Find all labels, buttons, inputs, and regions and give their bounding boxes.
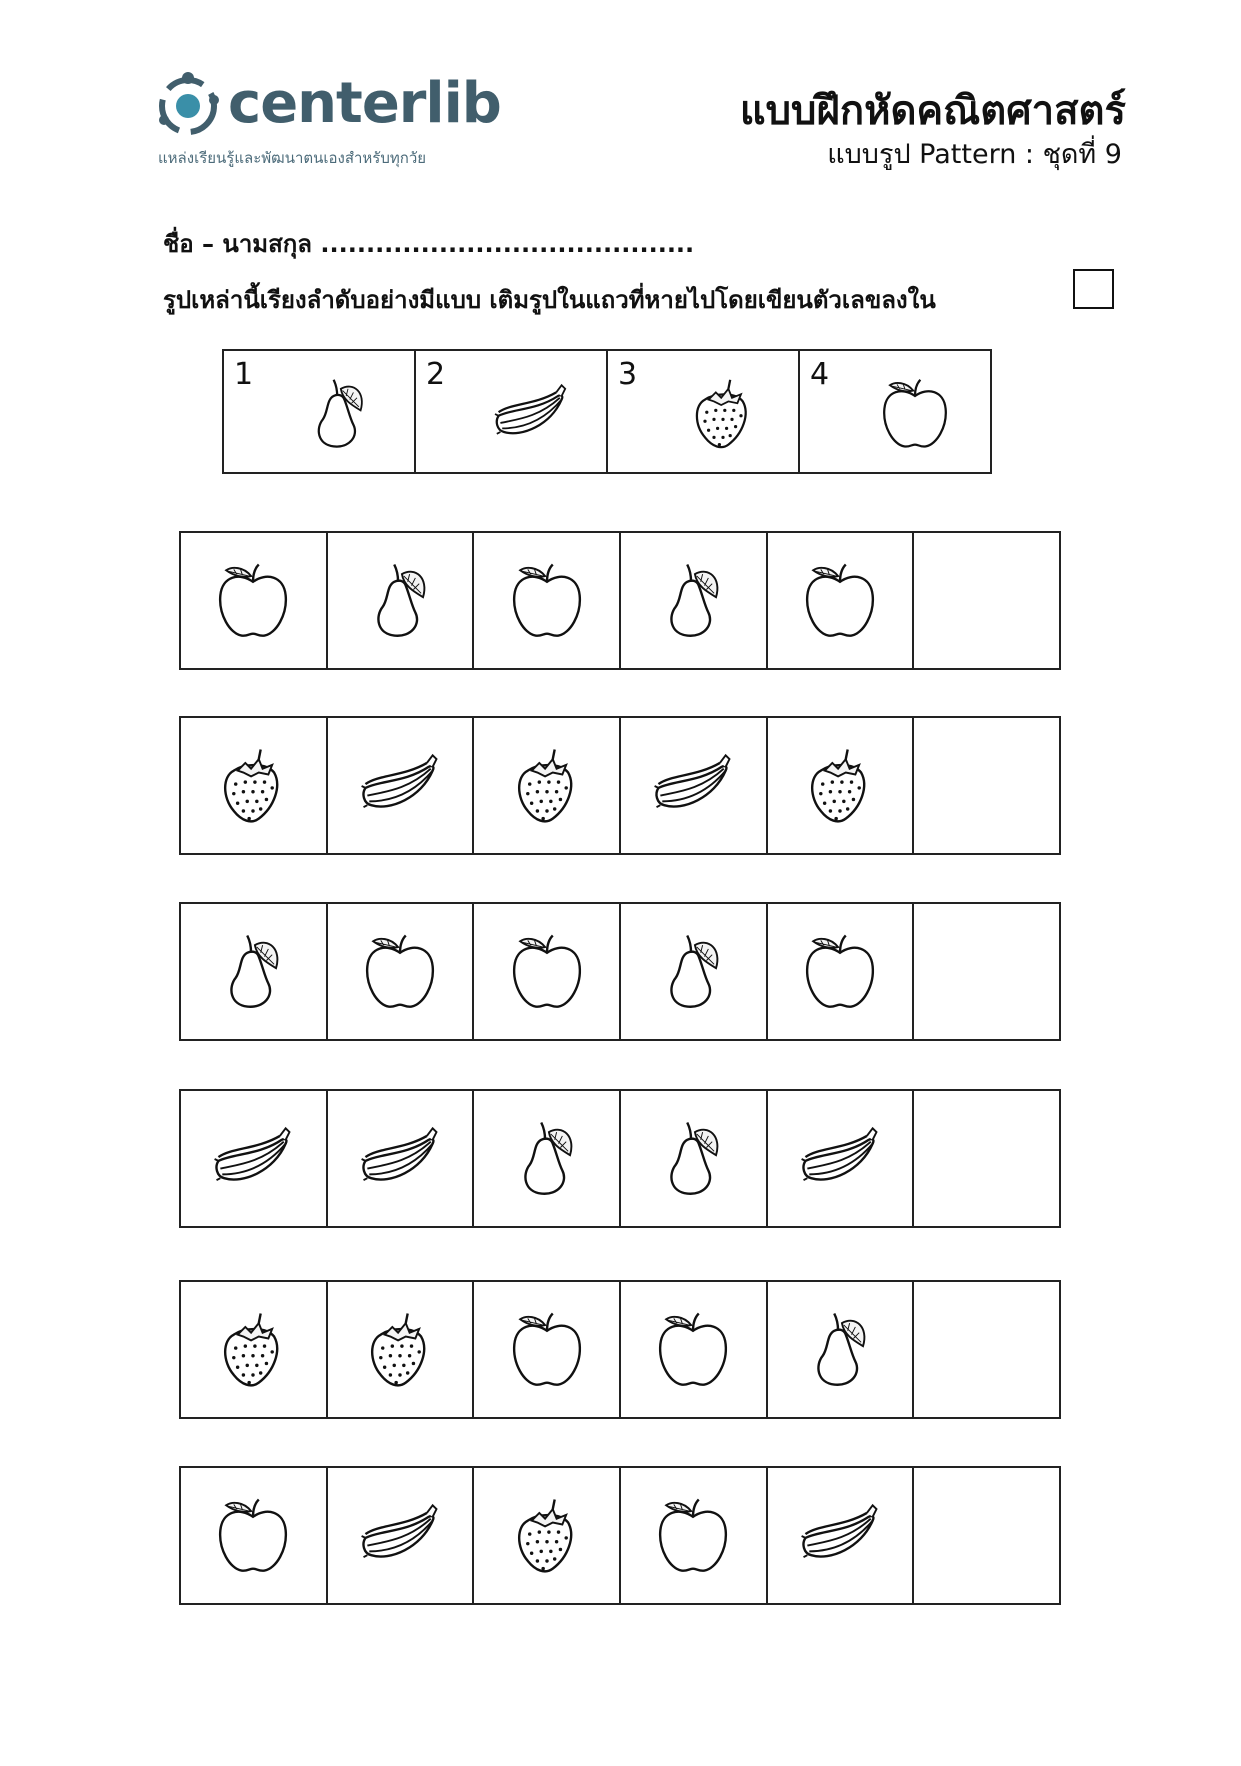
pattern-cell [328, 533, 475, 668]
pattern-cell [328, 1282, 475, 1417]
pattern-cell [768, 1468, 915, 1603]
strawberry-icon [499, 1488, 595, 1584]
apple-icon [792, 924, 888, 1020]
pattern-cell [768, 1091, 915, 1226]
strawberry-icon [205, 738, 301, 834]
answer-box[interactable] [914, 1282, 1059, 1417]
worksheet-title: แบบฝึกหัดคณิตศาสตร์ [739, 88, 1126, 134]
apple-icon [205, 1488, 301, 1584]
legend-cell [800, 351, 990, 472]
apple-icon [499, 1302, 595, 1398]
pattern-cell [621, 904, 768, 1039]
pear-icon [645, 1111, 741, 1207]
molecule-logo-icon [154, 70, 226, 142]
pattern-cell [181, 1282, 328, 1417]
pattern-cell [181, 1091, 328, 1226]
pear-icon [294, 369, 384, 459]
pattern-cell [768, 904, 915, 1039]
centerlib-logo [154, 68, 501, 168]
answer-box[interactable] [914, 904, 1059, 1039]
apple-icon [645, 1302, 741, 1398]
name-field[interactable]: ชื่อ – นามสกุล ......................................... [163, 230, 695, 258]
pattern-cell [474, 1468, 621, 1603]
strawberry-icon [678, 369, 768, 459]
apple-icon [792, 553, 888, 649]
fruit-legend [222, 349, 992, 474]
pattern-cell [474, 1091, 621, 1226]
apple-icon [499, 553, 595, 649]
pear-icon [499, 1111, 595, 1207]
banana-icon [645, 738, 741, 834]
answer-box[interactable] [914, 533, 1059, 668]
pattern-cell [474, 904, 621, 1039]
apple-icon [870, 369, 960, 459]
strawberry-icon [792, 738, 888, 834]
pattern-row [179, 1280, 1061, 1419]
pattern-row [179, 902, 1061, 1041]
pattern-cell [474, 533, 621, 668]
legend-number: 4 [810, 357, 830, 392]
pattern-cell [621, 1282, 768, 1417]
answer-box[interactable] [914, 1091, 1059, 1226]
pattern-row [179, 716, 1061, 855]
legend-number: 1 [234, 357, 254, 392]
example-answer-box [1073, 269, 1114, 309]
pattern-row [179, 1089, 1061, 1228]
banana-icon [792, 1111, 888, 1207]
pattern-cell [328, 904, 475, 1039]
pattern-row [179, 1466, 1061, 1605]
banana-icon [486, 369, 576, 459]
pattern-cell [181, 904, 328, 1039]
pattern-cell [621, 1468, 768, 1603]
pattern-cell [768, 533, 915, 668]
pattern-cell [768, 1282, 915, 1417]
legend-number: 3 [618, 357, 638, 392]
pattern-cell [621, 1091, 768, 1226]
pattern-cell [328, 1091, 475, 1226]
apple-icon [645, 1488, 741, 1584]
pattern-cell [328, 1468, 475, 1603]
strawberry-icon [352, 1302, 448, 1398]
logo-tagline: แหล่งเรียนรู้และพัฒนาตนเองสำหรับทุกวัย [158, 149, 427, 167]
pattern-row [179, 531, 1061, 670]
strawberry-icon [499, 738, 595, 834]
pattern-cell [474, 1282, 621, 1417]
banana-icon [352, 1488, 448, 1584]
answer-box[interactable] [914, 1468, 1059, 1603]
strawberry-icon [205, 1302, 301, 1398]
pear-icon [645, 924, 741, 1020]
pear-icon [792, 1302, 888, 1398]
pattern-cell [181, 1468, 328, 1603]
pattern-cell [181, 533, 328, 668]
answer-box[interactable] [914, 718, 1059, 853]
apple-icon [352, 924, 448, 1020]
pattern-cell [474, 718, 621, 853]
pattern-cell [621, 718, 768, 853]
legend-number: 2 [426, 357, 446, 392]
banana-icon [205, 1111, 301, 1207]
pattern-cell [621, 533, 768, 668]
worksheet-subtitle: แบบรูป Pattern : ชุดที่ 9 [827, 139, 1122, 170]
banana-icon [352, 738, 448, 834]
legend-cell [416, 351, 608, 472]
apple-icon [205, 553, 301, 649]
banana-icon [792, 1488, 888, 1584]
apple-icon [499, 924, 595, 1020]
legend-cell [224, 351, 416, 472]
pear-icon [352, 553, 448, 649]
pear-icon [205, 924, 301, 1020]
pattern-cell [328, 718, 475, 853]
pear-icon [645, 553, 741, 649]
legend-cell [608, 351, 800, 472]
banana-icon [352, 1111, 448, 1207]
logo-wordmark: centerlib [228, 71, 501, 136]
instruction-text: รูปเหล่านี้เรียงลำดับอย่างมีแบบ เติมรูปในแถวที่หายไปโดยเขียนตัวเลขลงใน [163, 286, 936, 314]
pattern-cell [768, 718, 915, 853]
pattern-cell [181, 718, 328, 853]
